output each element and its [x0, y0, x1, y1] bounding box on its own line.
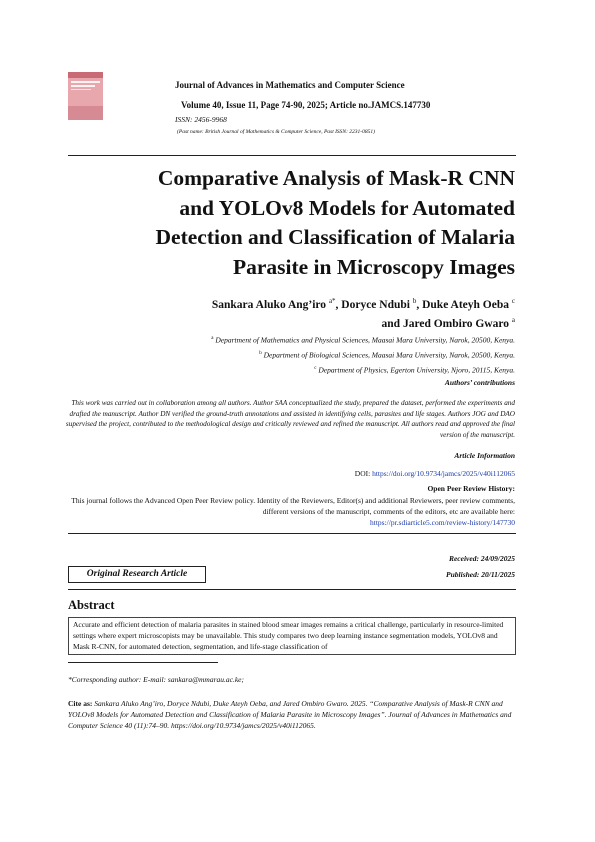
- info-rule: [68, 533, 516, 534]
- journal-title: Journal of Advances in Mathematics and Computer Science: [175, 80, 405, 90]
- title-line: Parasite in Microscopy Images: [232, 254, 515, 279]
- affiliation: $^a$ Department of Mathematics and Physical Sciences, Maasai Mara University, Narok, 20500, Kenya.: [211, 335, 515, 345]
- cite-text: Sankara Aluko Ang’iro, Doryce Ndubi, Duke Ateyh Oeba, and Jared Ombiro Gwaro. 2025. “Comparative Analysis of Mask-R CNN and YOLOv8 Models for Automated Detection and Classification of Malaria Parasite in Microscopy Images”. Journal of Advances in Mathematics and Computer Science 40 (11):74–90. https://doi.org/10.9734/jamcs/2025/v40i112065.: [68, 699, 512, 730]
- doi-line: [355, 469, 515, 478]
- peer-review-text: This journal follows the Advanced Open Peer Review policy. Identity of the Reviewers, Editor(s) and additional Reviewers, peer review comments, different versions of the manuscript, comments of the editors, etc are available here: https://pr.sdiarticle5.com/review-history/147730: [71, 496, 515, 527]
- past-name: (Past name: British Journal of Mathematics & Computer Science, Past ISSN: 2231-0851): [177, 129, 375, 135]
- article-type-badge: Original Research Article: [68, 566, 206, 583]
- footnote-rule: [68, 662, 218, 663]
- contributions-heading: Authors’ contributions: [444, 378, 515, 387]
- received-date: Received: 24/09/2025: [448, 554, 515, 563]
- affiliation: $^b$ Department of Biological Sciences, Maasai Mara University, Narok, 20500, Kenya.: [259, 350, 515, 360]
- title-line: Comparative Analysis of Mask-R CNN: [157, 166, 515, 190]
- author-affil-mark: c: [511, 297, 515, 305]
- article-info-heading: Article Information: [454, 451, 515, 460]
- abstract-heading: Abstract: [68, 598, 115, 612]
- author-affil-mark: a*: [328, 297, 336, 305]
- contributions-text: This work was carried out in collaboration among all authors. Author SAA conceptualized the study, prepared the dataset, performed the experiments and drafted the manuscript. Author DN verified the ground-truth annotations and assisted in identifying cells, parasites and life stages. Authors JOG and DAO supervised the project, contributed to the methodological design and critically reviewed and refined the manuscript. All authors read and approved the final version of the manuscript.: [65, 399, 515, 439]
- title-line: and YOLOv8 Models for Automated: [179, 195, 515, 220]
- published-date: Published: 20/11/2025: [446, 570, 515, 579]
- citation: [68, 698, 518, 731]
- author-affil-mark: b: [412, 297, 417, 305]
- doi-label: DOI:: [354, 469, 371, 478]
- peer-review-link[interactable]: https://pr.sdiarticle5.com/review-history/147730: [370, 518, 515, 527]
- corresponding-author: *Corresponding author: E-mail: sankara@mmarau.ac.ke;: [68, 675, 244, 684]
- affiliation: $^c$ Department of Physics, Egerton University, Njoro, 20115, Kenya.: [314, 365, 515, 375]
- doi-link[interactable]: https://doi.org/10.9734/jamcs/2025/v40i112065: [372, 469, 515, 478]
- author-name: Doryce Ndubi: [341, 298, 410, 311]
- paper-title: [65, 164, 515, 282]
- issn: ISSN: 2456-9968: [175, 115, 227, 124]
- volume-line: Volume 40, Issue 11, Page 74-90, 2025; Article no.JAMCS.147730: [181, 100, 431, 110]
- peer-review-heading: Open Peer Review History:: [427, 484, 515, 493]
- header-rule: [68, 155, 516, 156]
- author-affil-mark: a: [511, 315, 515, 324]
- title-line: Detection and Classification of Malaria: [155, 225, 515, 249]
- author-name: Sankara Aluko Ang’iro: [211, 298, 327, 311]
- abstract-text: Accurate and efficient detection of malaria parasites in stained blood smear images remains a critical challenge, particularly in resource-limited settings where expert microscopists may be unavailable. This study compares two deep learning instance segmentation models, YOLOv8 and Mask R-CNN, for automated detection, segmentation, and life-stage classification of: [68, 617, 516, 655]
- author-name: Duke Ateyh Oeba: [422, 298, 510, 311]
- cite-label: Cite as:: [68, 699, 93, 708]
- author-name: and Jared Ombiro Gwaro: [381, 317, 510, 330]
- author-list: Sankara Aluko Ang’iro $^{a*}$, Doryce Ndubi $^b$, Duke Ateyh Oeba $^c$ and Jared Ombiro Gwaro $^a$: [211, 297, 515, 330]
- abstract-rule: [68, 589, 516, 590]
- affiliations: [65, 332, 515, 377]
- journal-cover-thumbnail: [68, 72, 103, 120]
